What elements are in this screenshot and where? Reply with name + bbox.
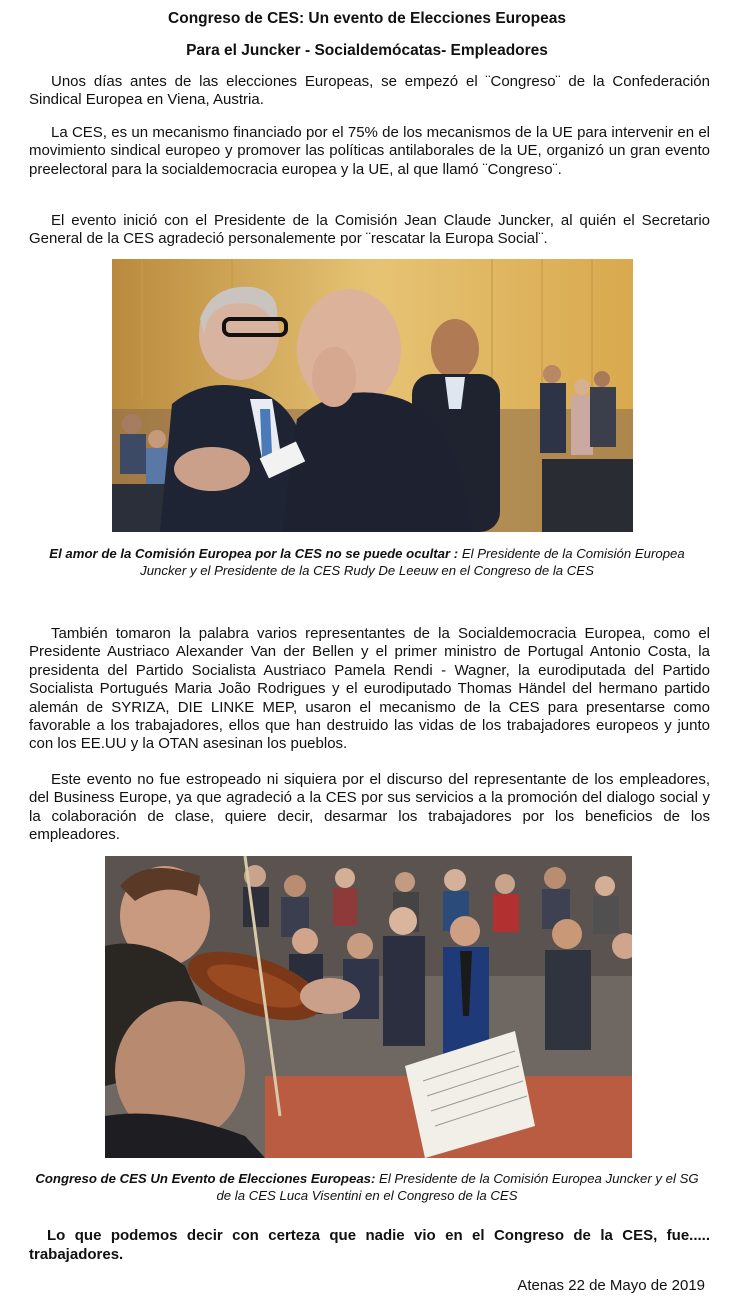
caption-2-bold: Congreso de CES Un Evento de Elecciones Europeas:	[35, 1171, 376, 1186]
photo-congress-audience	[105, 856, 632, 1158]
paragraph-juncker-opening: El evento inició con el Presidente de la Comisión Jean Claude Juncker, al quién el Secretario General de la CES agradeció personalemente por ¨rescatar la Europa Social¨.	[29, 212, 710, 248]
paragraph-intro: Unos días antes de las elecciones Europeas, se empezó el ¨Congreso¨ de la Confederación Sindical Europea en Viena, Austria.	[29, 73, 710, 109]
paragraph-ces-funding: La CES, es un mecanismo financiado por el 75% de los mecanismos de la UE para intervenir en el movimiento sindical europeo y promover las políticas antilaborales de la UE, organizó un gran evento preelectoral para la socialdemocracia europea y la UE, al que llamó ¨Congreso¨.	[29, 124, 710, 178]
document-title: Congreso de CES: Un evento de Elecciones Europeas	[168, 10, 566, 27]
caption-2-text: El Presidente de la Comisión Europea Juncker y el SG de la CES Luca Visentini en el Congreso de la CES	[216, 1171, 699, 1203]
photo-juncker-embrace-caption	[30, 545, 704, 579]
closing-statement: Lo que podemos decir con certeza que nadie vio en el Congreso de la CES, fue..... trabajadores.	[29, 1227, 710, 1263]
paragraph-socialdemocracia: También tomaron la palabra varios representantes de la Socialdemocracia Europea, como el Presidente Austriaco Alexander Van der Bellen y el primer ministro de Portugal Antonio Costa, la presidenta del Partido Socialista Austriaco Pamela Rendi - Wagner, la eurodiputada del Partido Socialista Portugués Maria João Rodrigues y el eurodiputado Thomas Händel del hermano partido alemán de SYRIZA, DIE LINKE MEP, usaron el mecanismo de la CES para presentarse como favorable a los trabajadores, ellos que han destruido las vidas de los trabajadores europeos y junto con los EE.UU y la OTAN asesinan los pueblos.	[29, 625, 710, 753]
caption-1-text: El Presidente de la Comisión Europea Juncker y el Presidente de la CES Rudy De Leeuw en el Congreso de la CES	[140, 546, 685, 578]
document-subtitle: Para el Juncker - Socialdemócatas- Empleadores	[186, 42, 548, 59]
photo-congress-audience-illustration	[105, 856, 632, 1158]
photo-juncker-embrace	[112, 259, 633, 532]
caption-1-bold: El amor de la Comisión Europea por la CES no se puede ocultar :	[49, 546, 459, 561]
photo-congress-audience-caption	[30, 1170, 704, 1204]
paragraph-business-europe: Este evento no fue estropeado ni siquiera por el discurso del representante de los empleadores, del Business Europe, ya que agradeció a la CES por sus servicios a la promoción del dialogo social y la colaboración de clase, quiere decir, desarmar los trabajadores por los beneficios de los empleadores.	[29, 771, 710, 844]
photo-juncker-embrace-illustration	[112, 259, 633, 532]
signoff-date: Atenas 22 de Mayo de 2019	[517, 1277, 705, 1294]
